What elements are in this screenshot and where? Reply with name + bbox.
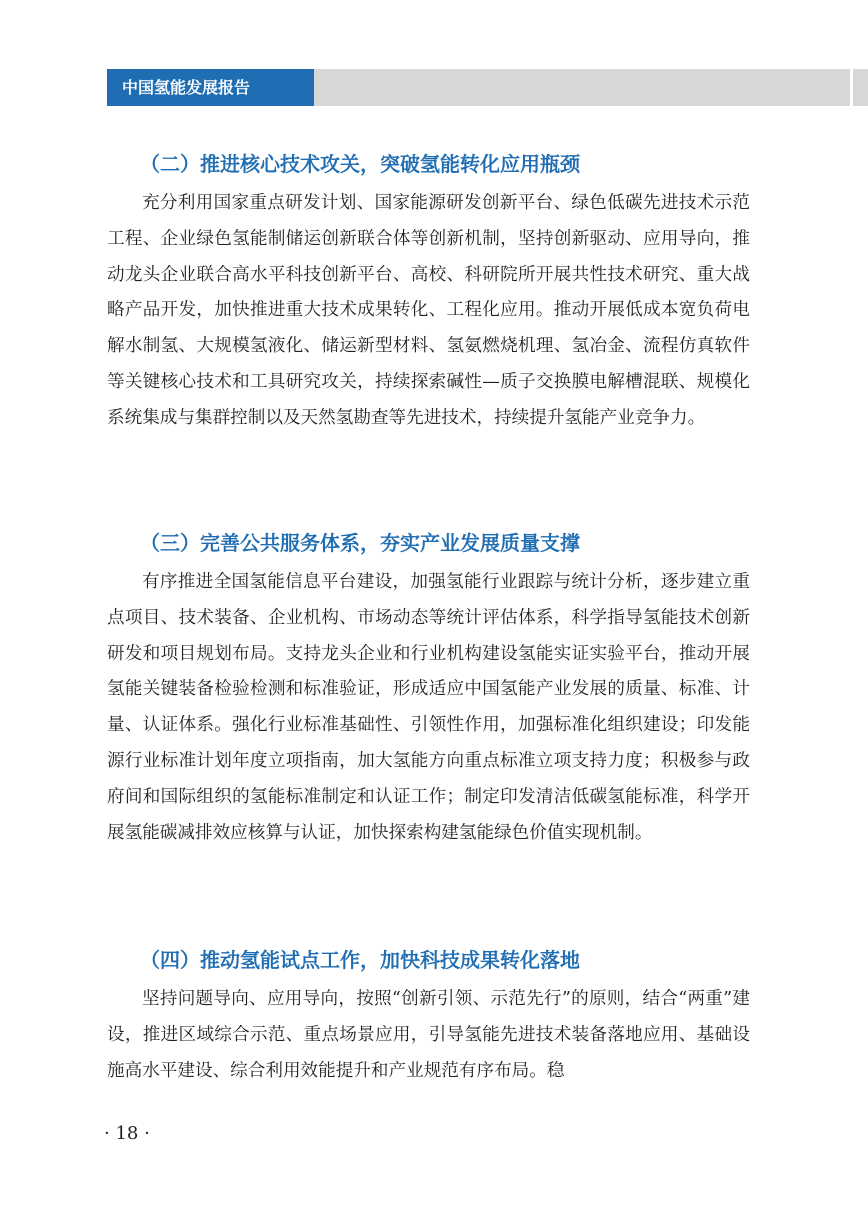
section-4 [107,945,750,1089]
section-paragraph: 充分利用国家重点研发计划、国家能源研发创新平台、绿色低碳先进技术示范工程、企业绿色氢能制储运创新联合体等创新机制，坚持创新驱动、应用导向，推动龙头企业联合高水平科技创新平台、高校、科研院所开展共性技术研究、重大战略产品开发，加快推进重大技术成果转化、工程化应用。推动开展低成本宽负荷电解水制氢、大规模氢液化、储运新型材料、氢氨燃烧机理、氢冶金、流程仿真软件等关键核心技术和工具研究攻关，持续探索碱性—质子交换膜电解槽混联、规模化系统集成与集群控制以及天然氢勘查等先进技术，持续提升氢能产业竞争力。 [107,193,750,428]
section-paragraph: 有序推进全国氢能信息平台建设，加强氢能行业跟踪与统计分析，逐步建立重点项目、技术装备、企业机构、市场动态等统计评估体系，科学指导氢能技术创新研发和项目规划布局。支持龙头企业和行业机构建设氢能实证实验平台，推动开展氢能关键装备检验检测和标准验证，形成适应中国氢能产业发展的质量、标准、计量、认证体系。强化行业标准基础性、引领性作用，加强标准化组织建设；印发能源行业标准计划年度立项指南，加大氢能方向重点标准立项支持力度；积极参与政府间和国际组织的氢能标准制定和认证工作；制定印发清洁低碳氢能标准，科学开展氢能碳减排效应核算与认证，加快探索构建氢能绿色价值实现机制。 [107,572,750,843]
section-heading: （三）完善公共服务体系，夯实产业发展质量支撑 [140,531,580,555]
header-edge-tab [853,69,868,106]
section-heading: （四）推动氢能试点工作，加快科技成果转化落地 [140,948,580,972]
section-3 [107,528,750,851]
report-title: 中国氢能发展报告 [107,69,314,106]
section-paragraph: 坚持问题导向、应用导向，按照“创新引领、示范先行”的原则，结合“两重”建设，推进区域综合示范、重点场景应用，引导氢能先进技术装备落地应用、基础设施高水平建设、综合利用效能提升和产业规范有序布局。稳 [107,989,750,1081]
section-2 [107,149,750,437]
page-number: · 18 · [104,1123,150,1144]
running-header [107,69,850,106]
section-heading: （二）推进核心技术攻关，突破氢能转化应用瓶颈 [140,152,580,176]
